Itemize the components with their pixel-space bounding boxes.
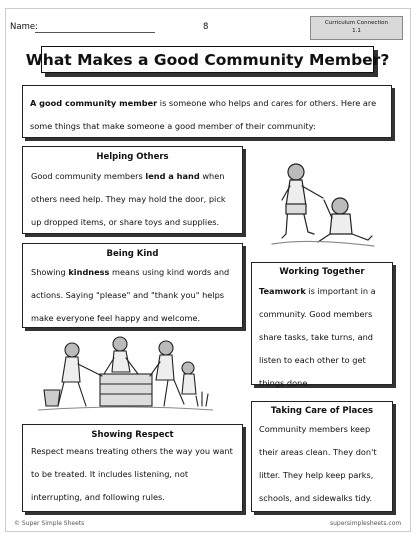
helping-post: when others need help. They may hold the door, pick up dropped items, or share toys and supplies. bbox=[31, 171, 226, 227]
teamwork-post: is important in a community. Good members share tasks, take turns, and listen to each other to get things done. bbox=[259, 286, 376, 388]
showing-respect-box bbox=[22, 424, 243, 512]
title-box bbox=[25, 46, 390, 73]
respect-heading: Showing Respect bbox=[91, 430, 174, 440]
places-heading: Taking Care of Places bbox=[270, 406, 374, 416]
being-kind-box bbox=[22, 243, 243, 328]
kind-text bbox=[31, 261, 234, 330]
working-together-box bbox=[251, 262, 393, 388]
curriculum-connection-badge bbox=[310, 16, 403, 40]
intro-body: is someone who helps and cares for others. Here are some things that make someone a good member of their community: bbox=[30, 98, 377, 131]
teamwork-text bbox=[259, 280, 385, 395]
footer-website: supersimplesheets.com bbox=[330, 520, 402, 527]
name-label: Name: bbox=[10, 22, 38, 32]
helping-pre: Good community members bbox=[31, 171, 146, 181]
name-line[interactable] bbox=[35, 32, 155, 33]
teamwork-illustration bbox=[38, 332, 213, 414]
intro-box bbox=[22, 85, 392, 138]
places-text: Community members keep their areas clean. They don't litter. They help keep parks, schools, and sidewalks tidy. bbox=[259, 424, 377, 503]
helping-text bbox=[31, 165, 234, 234]
curriculum-title: Curriculum Connection bbox=[324, 20, 389, 26]
kind-post: means using kind words and actions. Saying "please" and "thank you" helps make everyone feel happy and welcome. bbox=[31, 267, 230, 323]
page-title: What Makes a Good Community Member? bbox=[25, 50, 390, 69]
teamwork-bold: Teamwork bbox=[259, 286, 306, 296]
helping-heading: Helping Others bbox=[96, 152, 169, 162]
kind-pre: Showing bbox=[31, 267, 69, 277]
footer-copyright: © Super Simple Sheets bbox=[14, 520, 85, 527]
respect-text: Respect means treating others the way you want to be treated. It includes listening, not interrupting, and following rules. bbox=[31, 446, 233, 502]
teamwork-heading: Working Together bbox=[279, 267, 365, 277]
helping-others-box bbox=[22, 146, 243, 234]
helping-illustration bbox=[268, 158, 378, 250]
kind-heading: Being Kind bbox=[106, 249, 159, 259]
intro-bold: A good community member bbox=[30, 98, 158, 108]
kind-bold: kindness bbox=[68, 267, 110, 277]
curriculum-code: 1.1 bbox=[352, 28, 361, 34]
taking-care-box bbox=[251, 401, 393, 512]
page-number: 8 bbox=[203, 22, 209, 32]
intro-text bbox=[30, 92, 384, 138]
helping-bold: lend a hand bbox=[145, 171, 200, 181]
